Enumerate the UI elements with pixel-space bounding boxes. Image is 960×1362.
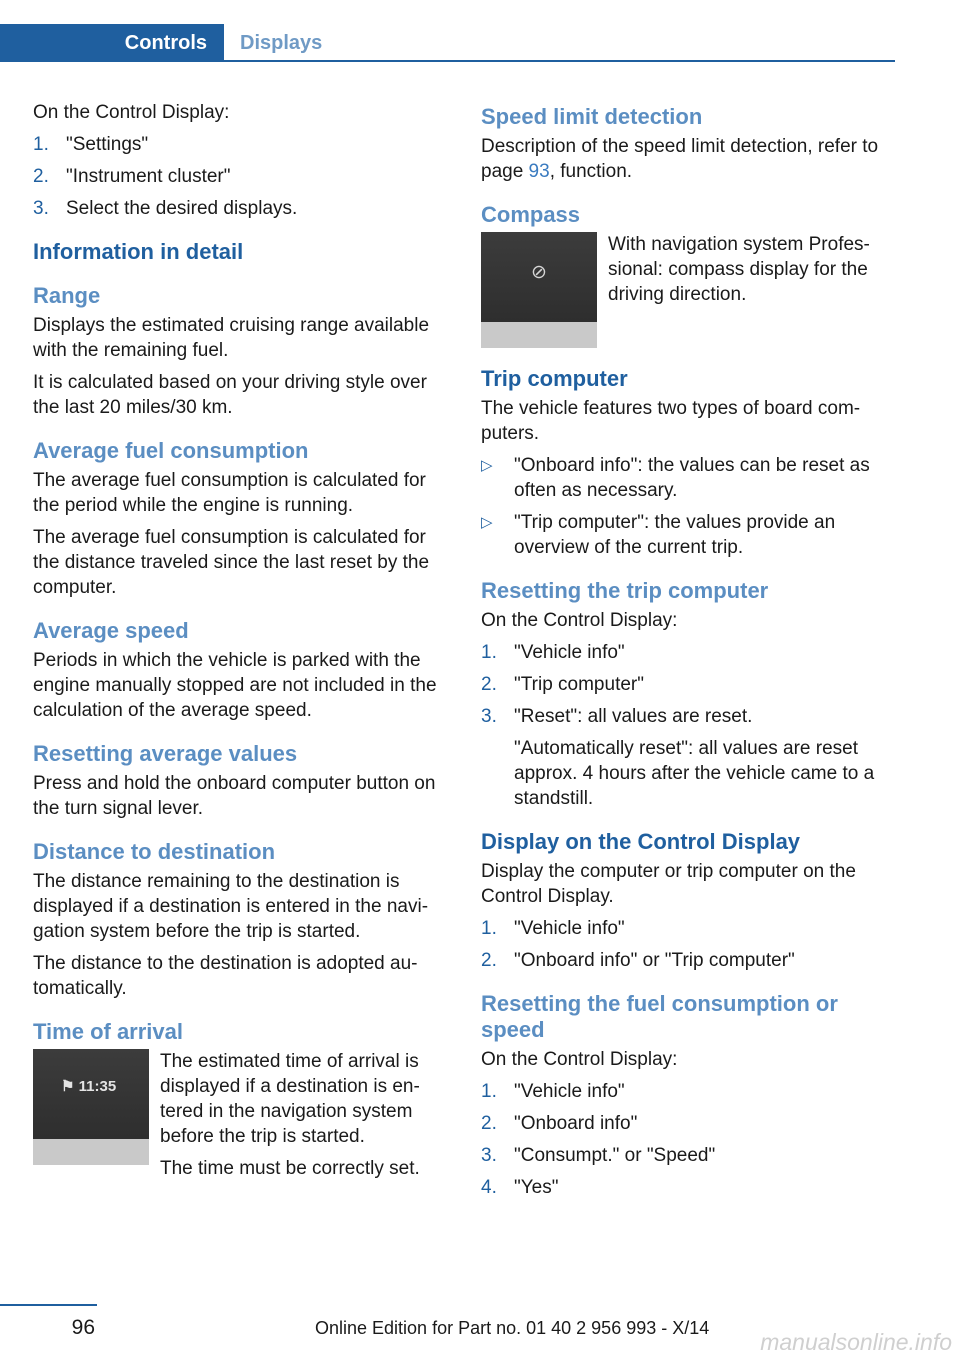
trip-bullets xyxy=(481,453,895,560)
step-text: "Onboard info" or "Trip computer" xyxy=(514,950,795,971)
intro-text: On the Control Display: xyxy=(33,102,230,123)
heading-speed-limit: Speed limit detection xyxy=(481,104,703,129)
heading-range: Range xyxy=(33,283,101,308)
list-item xyxy=(481,1111,895,1136)
step-text: "Consumpt." or "Speed" xyxy=(514,1145,716,1166)
display-steps xyxy=(481,916,895,973)
step-text: "Vehicle info" xyxy=(514,918,625,939)
paragraph: Periods in which the vehicle is parked with the engine manually stopped are not included in the calculation of the average speed. xyxy=(33,650,437,721)
step-number: 2. xyxy=(33,166,49,187)
list-item xyxy=(481,1175,895,1200)
step-text: "Instrument cluster" xyxy=(66,166,231,187)
paragraph: The time must be correctly set. xyxy=(160,1158,420,1179)
flag-icon: ⚑ 11:35 xyxy=(61,1078,117,1095)
heading-resetting-trip: Resetting the trip computer xyxy=(481,578,769,603)
list-item xyxy=(33,196,449,221)
heading-distance-destination: Distance to destination xyxy=(33,839,276,864)
reset-trip-steps xyxy=(481,640,895,811)
paragraph: With navigation system Profes‐sional: compass display for the driving direction. xyxy=(608,234,870,305)
paragraph: Press and hold the onboard computer button on the turn signal lever. xyxy=(33,773,436,819)
image-base xyxy=(33,1139,149,1165)
heading-information-in-detail: Information in detail xyxy=(33,239,244,264)
paragraph: Displays the estimated cruising range available with the remaining fuel. xyxy=(33,315,430,361)
reset-fuel-steps xyxy=(481,1079,895,1200)
step-text: "Vehicle info" xyxy=(514,642,625,663)
paragraph-text: Description of the speed limit detection, refer to page xyxy=(481,136,879,182)
step-number: 2. xyxy=(481,674,497,695)
list-item xyxy=(33,164,449,189)
bullet-text: "Onboard info": the values can be reset as often as necessary. xyxy=(514,455,870,501)
list-item xyxy=(481,1143,895,1168)
list-item xyxy=(481,704,895,811)
step-number: 3. xyxy=(481,1145,497,1166)
paragraph: The average fuel consumption is calculated for the period while the engine is running. xyxy=(33,470,426,516)
step-number: 2. xyxy=(481,1113,497,1134)
paragraph-text: , function. xyxy=(549,161,633,182)
paragraph: Display the computer or trip computer on the Control Display. xyxy=(481,861,856,907)
paragraph: The average fuel consumption is calculated for the distance traveled since the last reset by the computer. xyxy=(33,527,430,598)
step-number: 1. xyxy=(33,134,49,155)
arrival-time-readout: 11:35 xyxy=(78,1078,117,1095)
heading-average-fuel: Average fuel consumption xyxy=(33,438,309,463)
page-link[interactable]: 93 xyxy=(528,161,550,182)
compass-text xyxy=(608,232,895,314)
watermark: manualsonline.info xyxy=(760,1329,952,1355)
heading-trip-computer: Trip computer xyxy=(481,366,628,391)
list-item xyxy=(481,672,895,697)
list-item xyxy=(481,453,895,503)
step-number: 1. xyxy=(481,918,497,939)
compass-icon: ⊘ xyxy=(531,262,547,283)
heading-average-speed: Average speed xyxy=(33,618,189,643)
heading-display-control: Display on the Control Display xyxy=(481,829,801,854)
list-item xyxy=(33,132,449,157)
step-number: 4. xyxy=(481,1177,497,1198)
header-tabbar xyxy=(0,24,895,62)
page-number: 96 xyxy=(71,1316,95,1339)
list-item xyxy=(481,1079,895,1104)
paragraph: The distance remaining to the destination is displayed if a destination is entered in the navi‐gation system before the trip is started. xyxy=(33,871,429,942)
left-column xyxy=(33,100,449,1195)
heading-resetting-fuel: Resetting the fuel consumption or speed xyxy=(481,991,838,1042)
list-item xyxy=(481,916,895,941)
step-text: "Reset": all values are reset. xyxy=(514,706,753,727)
arrival-text xyxy=(160,1049,449,1188)
paragraph xyxy=(481,134,895,184)
compass-display-image xyxy=(481,232,597,348)
step-text: "Vehicle info" xyxy=(514,1081,625,1102)
step-text: "Onboard info" xyxy=(514,1113,638,1134)
list-item xyxy=(481,640,895,665)
heading-resetting-average: Resetting average values xyxy=(33,741,298,766)
paragraph: The estimated time of arrival is displayed if a destination is en‐tered in the navigation system before the trip is started. xyxy=(160,1051,420,1147)
step-text: "Settings" xyxy=(66,134,149,155)
list-item xyxy=(481,510,895,560)
step-number: 2. xyxy=(481,950,497,971)
right-column xyxy=(481,100,895,1210)
intro-steps xyxy=(33,132,449,221)
list-item xyxy=(481,948,895,973)
footer-rule xyxy=(0,1304,97,1306)
paragraph: On the Control Display: xyxy=(481,610,678,631)
image-base xyxy=(481,322,597,348)
heading-time-of-arrival: Time of arrival xyxy=(33,1019,183,1044)
step-subtext: "Automatically reset": all values are reset approx. 4 hours after the vehicle came to a standstill. xyxy=(514,738,875,809)
paragraph: On the Control Display: xyxy=(481,1049,678,1070)
triangle-bullet-icon: ▷ xyxy=(481,457,493,474)
step-text: "Yes" xyxy=(514,1177,559,1198)
triangle-bullet-icon: ▷ xyxy=(481,514,493,531)
step-number: 3. xyxy=(33,198,49,219)
arrival-display-image xyxy=(33,1049,149,1165)
step-number: 1. xyxy=(481,642,497,663)
tab-controls[interactable]: Controls xyxy=(0,24,224,60)
step-text: Select the desired displays. xyxy=(66,198,298,219)
step-text: "Trip computer" xyxy=(514,674,644,695)
heading-compass: Compass xyxy=(481,202,581,227)
step-number: 3. xyxy=(481,706,497,727)
bullet-text: "Trip computer": the values provide an overview of the current trip. xyxy=(514,512,836,558)
arrival-figure xyxy=(33,1049,449,1188)
paragraph: The vehicle features two types of board com‐puters. xyxy=(481,398,861,444)
tab-displays[interactable]: Displays xyxy=(240,32,323,54)
paragraph: The distance to the destination is adopted au‐tomatically. xyxy=(33,953,418,999)
paragraph: It is calculated based on your driving style over the last 20 miles/30 km. xyxy=(33,372,427,418)
compass-figure xyxy=(481,232,895,348)
edition-text: Online Edition for Part no. 01 40 2 956 993 - X/14 xyxy=(315,1318,710,1338)
step-number: 1. xyxy=(481,1081,497,1102)
